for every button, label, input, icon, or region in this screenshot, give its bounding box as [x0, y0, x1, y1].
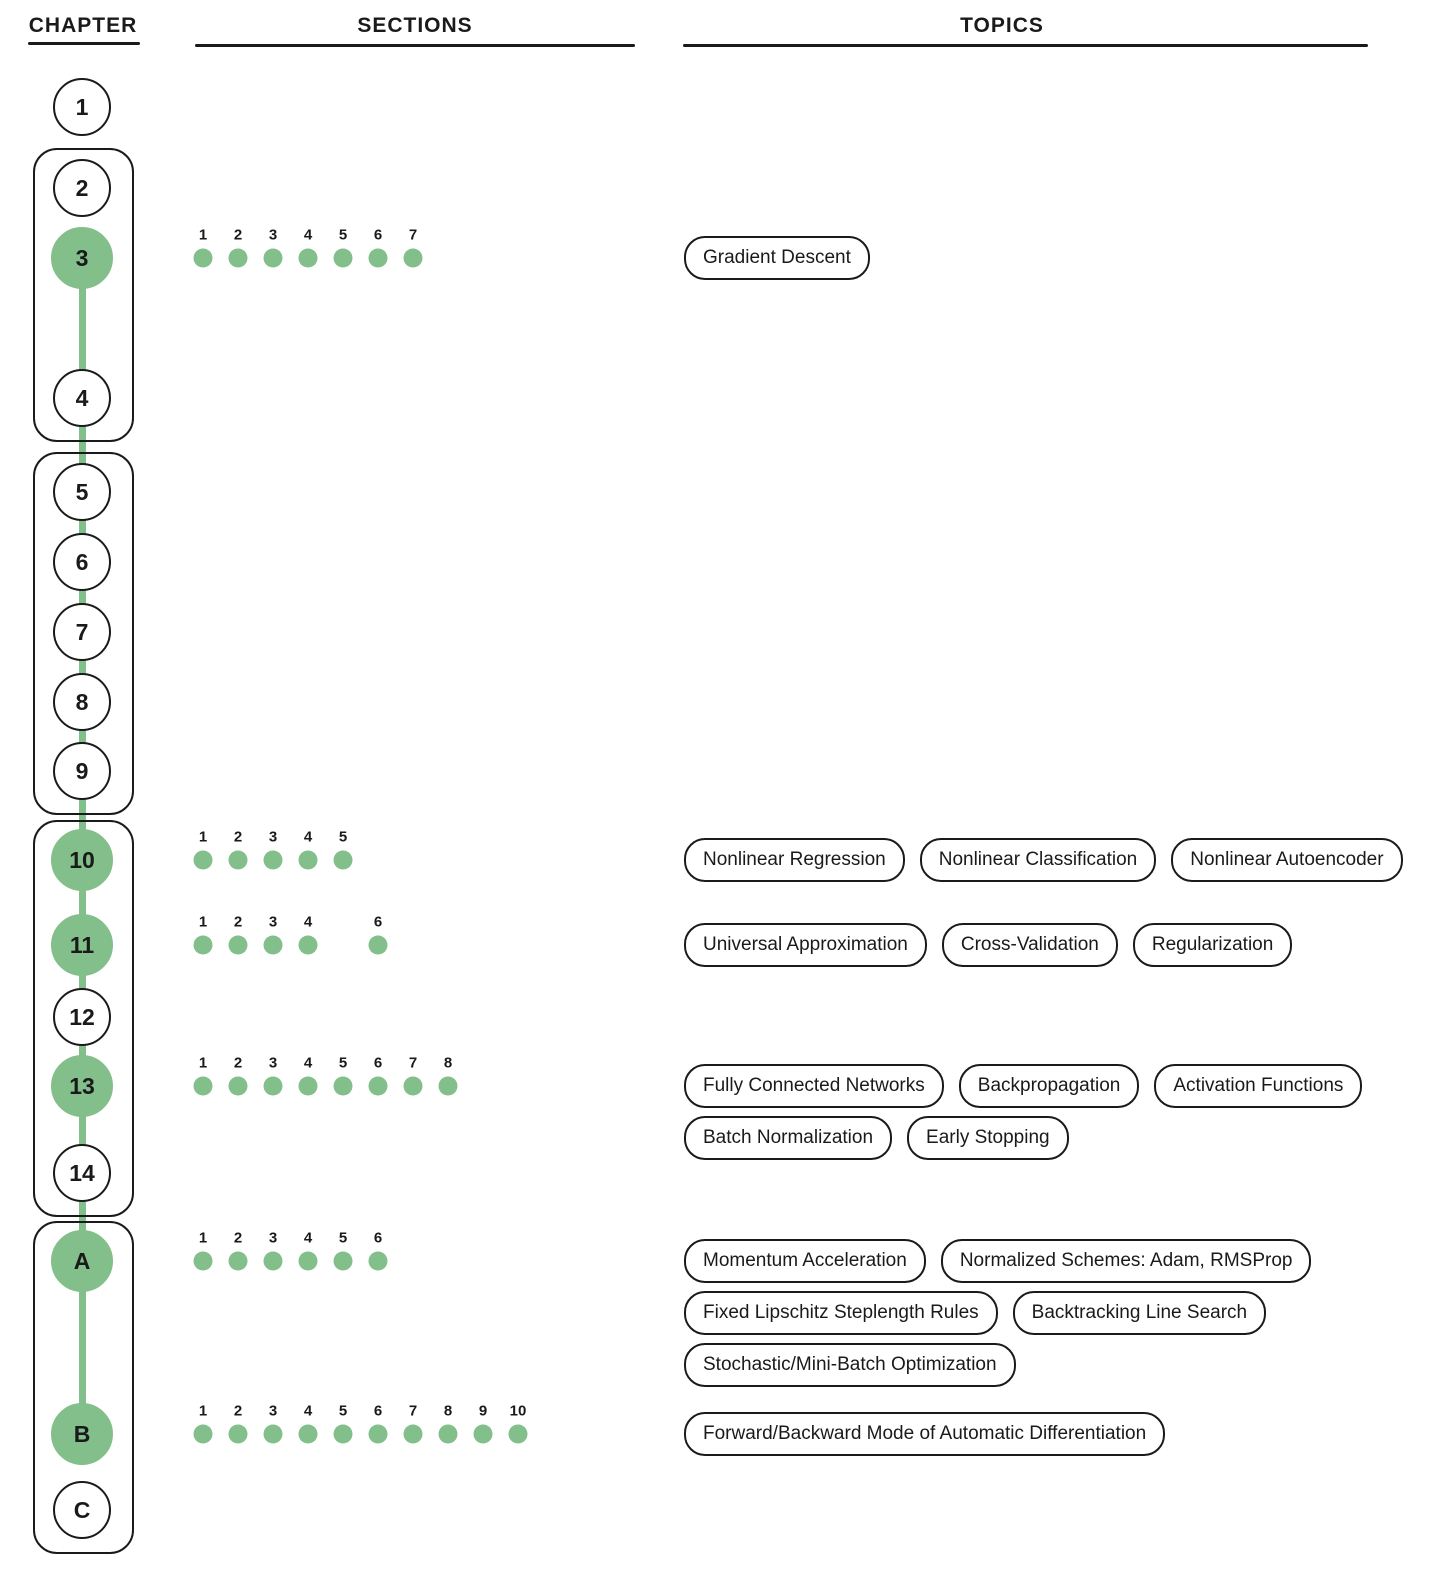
section-number-ch11-4: 4 [303, 913, 313, 931]
section-dot-chB-5 [334, 1425, 353, 1444]
topic-pill: Early Stopping [907, 1116, 1069, 1160]
chapter-node-4: 4 [53, 369, 111, 427]
section-number-ch3-3: 3 [268, 226, 278, 244]
section-number-ch3-2: 2 [233, 226, 243, 244]
section-number-ch13-5: 5 [338, 1054, 348, 1072]
topic-pill: Universal Approximation [684, 923, 927, 967]
section-dot-chB-2 [229, 1425, 248, 1444]
section-number-chB-6: 6 [373, 1402, 383, 1420]
topic-row-chA-3 [684, 1343, 1016, 1387]
section-number-ch13-1: 1 [198, 1054, 208, 1072]
section-number-chB-8: 8 [443, 1402, 453, 1420]
section-dot-ch13-4 [299, 1077, 318, 1096]
section-number-ch11-1: 1 [198, 913, 208, 931]
section-dot-chB-3 [264, 1425, 283, 1444]
topic-pill: Activation Functions [1154, 1064, 1362, 1108]
chapter-node-7: 7 [53, 603, 111, 661]
column-underline-topics [683, 44, 1368, 47]
section-number-ch11-3: 3 [268, 913, 278, 931]
chapter-node-1: 1 [53, 78, 111, 136]
section-number-ch13-6: 6 [373, 1054, 383, 1072]
section-dot-ch3-5 [334, 249, 353, 268]
section-dot-chA-6 [369, 1252, 388, 1271]
topic-pill: Backtracking Line Search [1013, 1291, 1266, 1335]
topic-row-ch11-1 [684, 923, 1292, 967]
section-number-ch13-2: 2 [233, 1054, 243, 1072]
column-header-topics: TOPICS [960, 14, 1044, 37]
section-number-chB-10: 10 [509, 1402, 527, 1420]
chapter-node-5: 5 [53, 463, 111, 521]
section-number-chB-5: 5 [338, 1402, 348, 1420]
topic-pill: Gradient Descent [684, 236, 870, 280]
section-dot-ch3-1 [194, 249, 213, 268]
chapter-node-2: 2 [53, 159, 111, 217]
section-dot-chB-4 [299, 1425, 318, 1444]
section-number-ch11-6: 6 [373, 913, 383, 931]
section-number-chA-6: 6 [373, 1229, 383, 1247]
section-dot-ch11-2 [229, 936, 248, 955]
topic-pill: Batch Normalization [684, 1116, 892, 1160]
section-number-ch13-8: 8 [443, 1054, 453, 1072]
section-dot-ch10-5 [334, 851, 353, 870]
section-dot-chA-4 [299, 1252, 318, 1271]
topic-pill: Fixed Lipschitz Steplength Rules [684, 1291, 998, 1335]
section-number-ch10-4: 4 [303, 828, 313, 846]
chapter-node-3: 3 [51, 227, 113, 289]
section-dot-chA-3 [264, 1252, 283, 1271]
topic-pill: Regularization [1133, 923, 1292, 967]
section-dot-ch13-1 [194, 1077, 213, 1096]
section-number-chA-3: 3 [268, 1229, 278, 1247]
section-number-chA-1: 1 [198, 1229, 208, 1247]
section-dot-ch11-4 [299, 936, 318, 955]
section-dot-chB-1 [194, 1425, 213, 1444]
chapter-node-B: B [51, 1403, 113, 1465]
section-dot-ch11-6 [369, 936, 388, 955]
chapter-node-9: 9 [53, 742, 111, 800]
section-number-ch3-4: 4 [303, 226, 313, 244]
section-dot-ch10-4 [299, 851, 318, 870]
topic-row-chB-1 [684, 1412, 1165, 1456]
section-number-ch13-4: 4 [303, 1054, 313, 1072]
topic-row-chA-2 [684, 1291, 1266, 1335]
chapter-node-14: 14 [53, 1144, 111, 1202]
section-dot-ch3-7 [404, 249, 423, 268]
section-number-ch13-7: 7 [408, 1054, 418, 1072]
section-dot-chA-1 [194, 1252, 213, 1271]
column-underline-sections [195, 44, 635, 47]
topic-pill: Nonlinear Classification [920, 838, 1157, 882]
section-dot-ch10-2 [229, 851, 248, 870]
section-dot-ch13-8 [439, 1077, 458, 1096]
topic-row-ch10-1 [684, 838, 1403, 882]
section-dot-ch10-1 [194, 851, 213, 870]
section-dot-ch3-6 [369, 249, 388, 268]
section-dot-ch13-7 [404, 1077, 423, 1096]
section-number-chA-4: 4 [303, 1229, 313, 1247]
topic-pill: Stochastic/Mini-Batch Optimization [684, 1343, 1016, 1387]
section-number-chB-1: 1 [198, 1402, 208, 1420]
section-number-ch10-5: 5 [338, 828, 348, 846]
topic-pill: Cross-Validation [942, 923, 1118, 967]
section-number-chB-3: 3 [268, 1402, 278, 1420]
section-number-chB-7: 7 [408, 1402, 418, 1420]
section-dot-ch3-2 [229, 249, 248, 268]
chapter-node-11: 11 [51, 914, 113, 976]
section-number-chA-2: 2 [233, 1229, 243, 1247]
section-dot-ch13-2 [229, 1077, 248, 1096]
section-dot-chB-8 [439, 1425, 458, 1444]
topic-pill: Forward/Backward Mode of Automatic Differentiation [684, 1412, 1165, 1456]
section-number-chB-4: 4 [303, 1402, 313, 1420]
section-number-chA-5: 5 [338, 1229, 348, 1247]
chapter-node-13: 13 [51, 1055, 113, 1117]
section-number-ch10-3: 3 [268, 828, 278, 846]
topic-row-chA-1 [684, 1239, 1311, 1283]
section-dot-ch13-3 [264, 1077, 283, 1096]
chapter-node-6: 6 [53, 533, 111, 591]
column-header-sections: SECTIONS [357, 14, 473, 37]
section-dot-chA-2 [229, 1252, 248, 1271]
section-dot-ch3-4 [299, 249, 318, 268]
section-dot-ch13-6 [369, 1077, 388, 1096]
section-dot-ch11-1 [194, 936, 213, 955]
column-header-chapter: CHAPTER [28, 14, 138, 37]
topic-pill: Backpropagation [959, 1064, 1140, 1108]
section-number-ch11-2: 2 [233, 913, 243, 931]
topic-pill: Fully Connected Networks [684, 1064, 944, 1108]
section-number-chB-2: 2 [233, 1402, 243, 1420]
section-dot-chB-9 [474, 1425, 493, 1444]
chapter-node-8: 8 [53, 673, 111, 731]
topic-row-ch3-1 [684, 236, 870, 280]
chapter-node-C: C [53, 1481, 111, 1539]
section-number-ch3-5: 5 [338, 226, 348, 244]
section-number-ch3-1: 1 [198, 226, 208, 244]
section-dot-chB-10 [509, 1425, 528, 1444]
section-dot-ch10-3 [264, 851, 283, 870]
section-dot-ch3-3 [264, 249, 283, 268]
section-dot-chB-7 [404, 1425, 423, 1444]
section-number-ch13-3: 3 [268, 1054, 278, 1072]
topic-row-ch13-2 [684, 1116, 1069, 1160]
section-dot-ch13-5 [334, 1077, 353, 1096]
chapter-node-10: 10 [51, 829, 113, 891]
chapter-node-A: A [51, 1230, 113, 1292]
section-number-ch3-7: 7 [408, 226, 418, 244]
topic-pill: Nonlinear Regression [684, 838, 905, 882]
section-number-ch10-2: 2 [233, 828, 243, 846]
section-dot-ch11-3 [264, 936, 283, 955]
section-dot-chA-5 [334, 1252, 353, 1271]
topic-pill: Momentum Acceleration [684, 1239, 926, 1283]
topic-pill: Normalized Schemes: Adam, RMSProp [941, 1239, 1312, 1283]
topic-pill: Nonlinear Autoencoder [1171, 838, 1402, 882]
chapter-node-12: 12 [53, 988, 111, 1046]
section-dot-chB-6 [369, 1425, 388, 1444]
topic-row-ch13-1 [684, 1064, 1362, 1108]
section-number-ch3-6: 6 [373, 226, 383, 244]
section-number-chB-9: 9 [478, 1402, 488, 1420]
column-underline-chapter [28, 42, 140, 45]
section-number-ch10-1: 1 [198, 828, 208, 846]
